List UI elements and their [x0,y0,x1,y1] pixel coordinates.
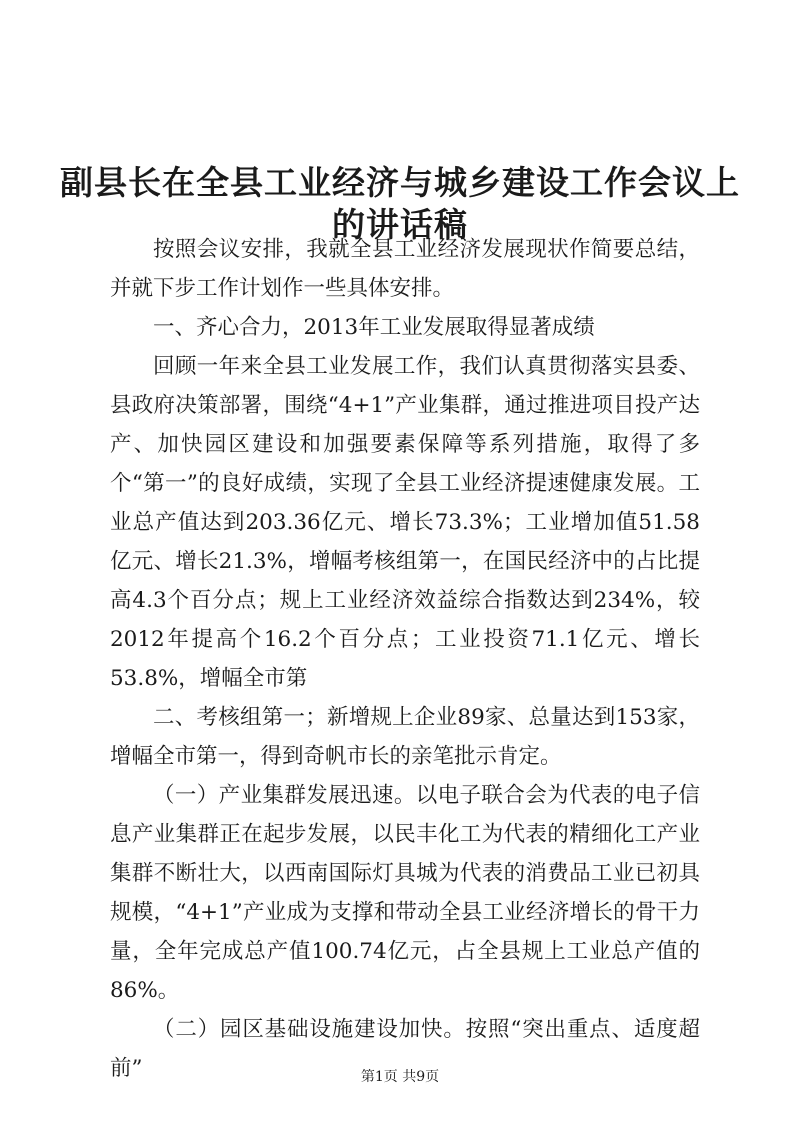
section-heading-2: 二、考核组第一；新增规上企业89家、总量达到153家，增幅全市第一，得到奇帆市长的亲笔批示肯定。 [110,705,700,769]
title-line-1: 副县长在全县工业经济与城乡建设工作会议上 [60,163,740,203]
document-body [110,230,700,1088]
paragraph-intro: 按照会议安排，我就全县工业经济发展现状作简要总结，并就下步工作计划作一些具体安排。 [110,237,700,301]
paragraph-industry-cluster: （一）产业集群发展迅速。以电子联合会为代表的电子信息产业集群正在起步发展，以民丰化工为代表的精细化工产业集群不断壮大，以西南国际灯具城为代表的消费品工业已初具规模，“4+1”产业成为支撑和带动全县工业经济增长的骨干力量，全年完成总产值100.74亿元，占全县规上工业总产值的86%。 [110,783,700,1003]
paragraph-park-infrastructure: （二）园区基础设施建设加快。按照“突出重点、适度超前” [110,1017,700,1081]
page-number-footer: 第1页 共9页 [360,1069,440,1085]
title-line-2: 的讲话稿 [332,205,468,245]
section-heading-1: 一、齐心合力，2013年工业发展取得显著成绩 [153,315,595,340]
paragraph-review: 回顾一年来全县工业发展工作，我们认真贯彻落实县委、县政府决策部署，围绕“4+1”产业集群，通过推进项目投产达产、加快园区建设和加强要素保障等系列措施，取得了多个“第一”的良好成绩，实现了全县工业经济提速健康发展。工业总产值达到203.36亿元、增长73.3%；工业增加值51.58亿元、增长21.3%，增幅考核组第一，在国民经济中的占比提高4.3个百分点；规上工业经济效益综合指数达到234%，较2012年提高个16.2个百分点；工业投资71.1亿元、增长53.8%，增幅全市第 [110,354,700,691]
